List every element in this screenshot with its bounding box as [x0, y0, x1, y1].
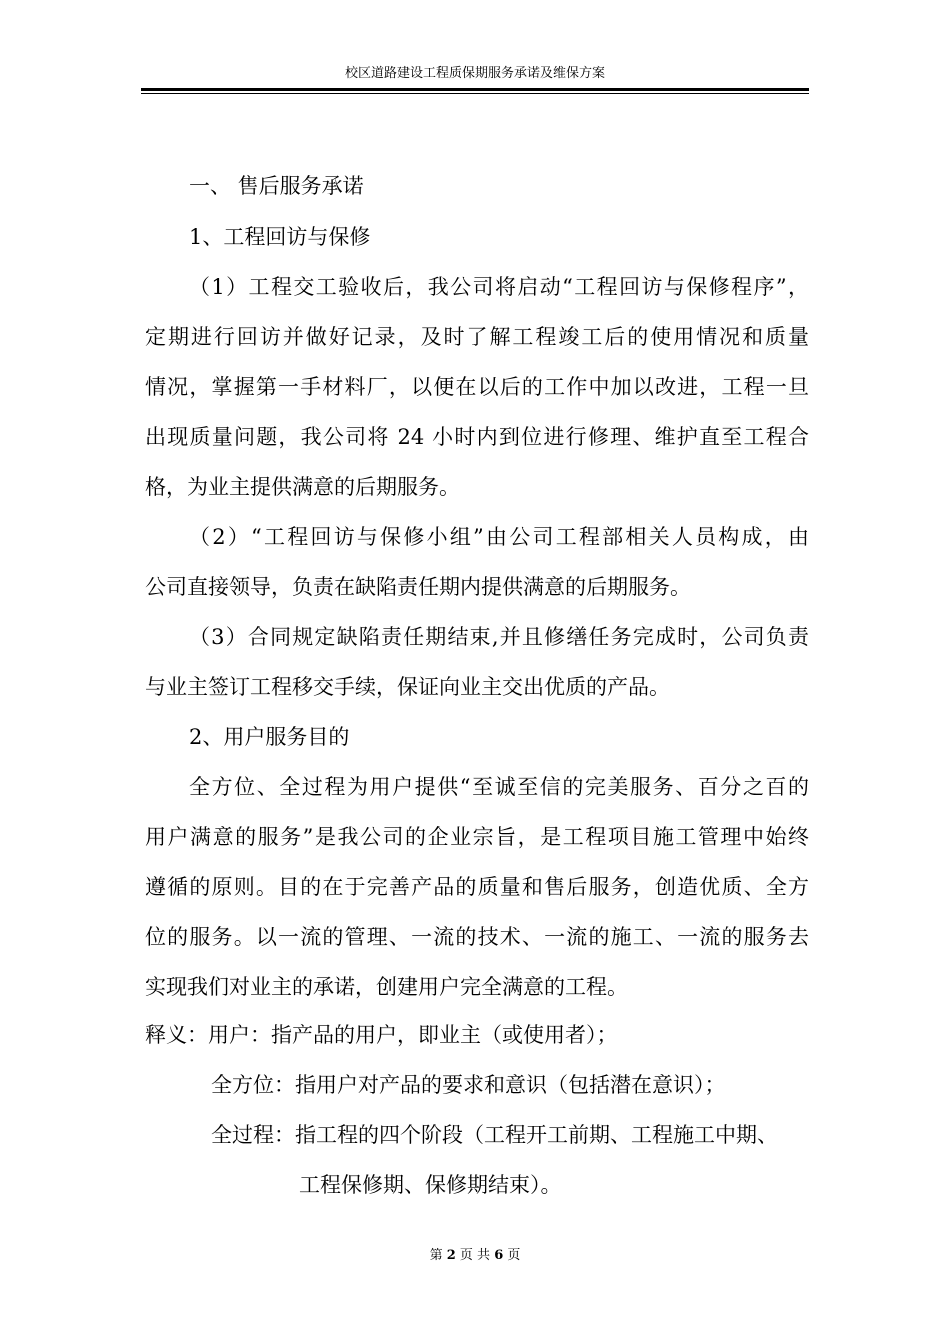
header-rule-thick: [141, 88, 809, 91]
paragraph-line: 位的服务。以一流的管理、一流的技术、一流的施工、一流的服务去: [145, 925, 809, 949]
definition-whole-process-cont: 工程保修期、保修期结束）。: [299, 1173, 562, 1197]
paragraph-line: （1）工程交工验收后，我公司将启动“工程回访与保修程序”，: [189, 275, 809, 299]
paragraph-line: 情况，掌握第一手材料厂，以便在以后的工作中加以改进，工程一旦: [145, 375, 809, 399]
footer-mid: 页 共: [459, 1248, 491, 1263]
paragraph-line: 全方位、全过程为用户提供“至诚至信的完美服务、百分之百的: [189, 775, 809, 799]
paragraph-line: 格，为业主提供满意的后期服务。: [145, 475, 460, 499]
definition-all-round: 全方位：指用户对产品的要求和意识（包括潜在意识）；: [211, 1073, 726, 1097]
paragraph-line: 出现质量问题，我公司将 24 小时内到位进行修理、维护直至工程合: [145, 425, 809, 449]
subsection-title-2: 2、用户服务目的: [189, 725, 350, 749]
footer-suffix: 页: [507, 1248, 521, 1263]
footer-prefix: 第: [429, 1248, 443, 1263]
running-header: 校区道路建设工程质保期服务承诺及维保方案: [344, 66, 605, 81]
page-footer: [0, 1244, 950, 1263]
paragraph-line: 定期进行回访并做好记录，及时了解工程竣工后的使用情况和质量: [145, 325, 809, 349]
definition-whole-process: 全过程：指工程的四个阶段（工程开工前期、工程施工中期、: [211, 1123, 778, 1147]
section-title: 一、 售后服务承诺: [189, 174, 364, 198]
paragraph-line: 用户满意的服务”是我公司的企业宗旨，是工程项目施工管理中始终: [145, 825, 809, 849]
total-page-count: 6: [494, 1248, 504, 1263]
paragraph-line: 遵循的原则。目的在于完善产品的质量和售后服务，创造优质、全方: [145, 875, 809, 899]
paragraph-line: 实现我们对业主的承诺，创建用户完全满意的工程。: [145, 975, 628, 999]
subsection-title-1: 1、工程回访与保修: [189, 225, 371, 249]
paragraph-line: （2）“工程回访与保修小组”由公司工程部相关人员构成，由: [189, 525, 809, 549]
current-page-number: 2: [446, 1248, 456, 1263]
definition-users: 释义：用户：指产品的用户，即业主（或使用者）；: [145, 1023, 618, 1047]
paragraph-line: 与业主签订工程移交手续，保证向业主交出优质的产品。: [145, 675, 670, 699]
paragraph-line: 公司直接领导，负责在缺陷责任期内提供满意的后期服务。: [145, 575, 691, 599]
header-rule-thin: [141, 93, 809, 94]
paragraph-line: （3）合同规定缺陷责任期结束,并且修缮任务完成时，公司负责: [189, 625, 809, 649]
